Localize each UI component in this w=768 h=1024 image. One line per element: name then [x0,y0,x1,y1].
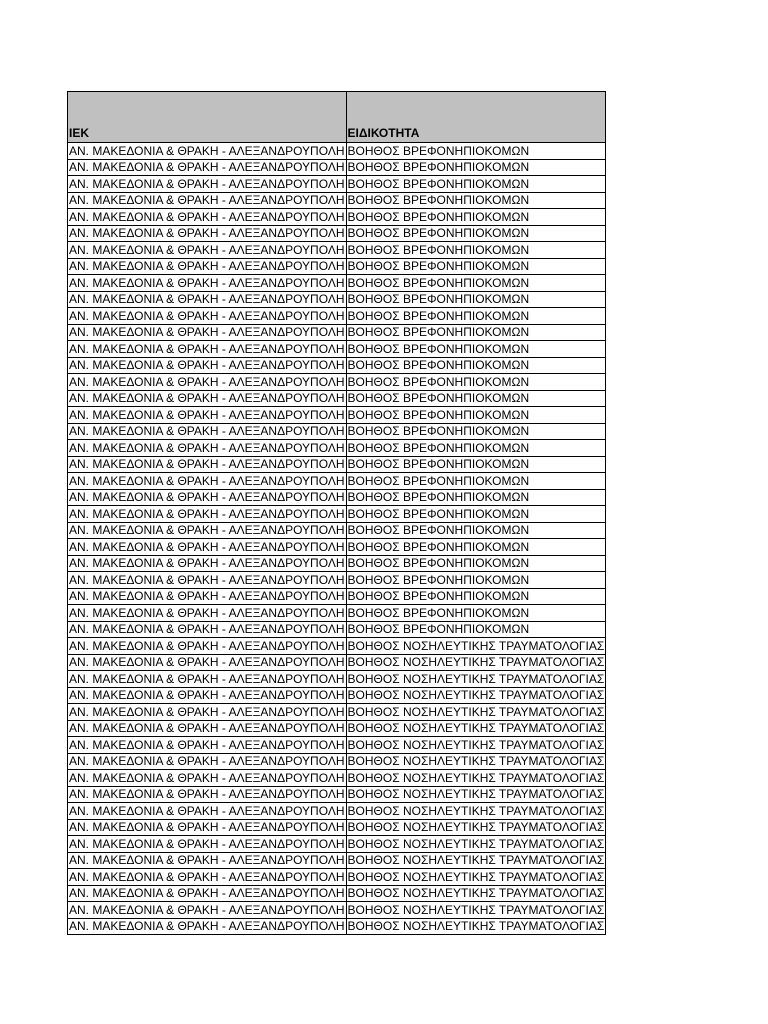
cell-eidikotita: ΒΟΗΘΟΣ ΝΟΣΗΛΕΥΤΙΚΗΣ ΤΡΑΥΜΑΤΟΛΟΓΙΑΣ [347,919,605,933]
cell-eidikotita: ΒΟΗΘΟΣ ΒΡΕΦΟΝΗΠΙΟΚΟΜΩΝ [346,308,606,325]
cell-eidikotita: ΒΟΗΘΟΣ ΒΡΕΦΟΝΗΠΙΟΚΟΜΩΝ [346,357,606,374]
cell-iek: ΑΝ. ΜΑΚΕΔΟΝΙΑ & ΘΡΑΚΗ - ΑΛΕΞΑΝΔΡΟΥΠΟΛΗ [69,655,345,669]
cell-eidikotita: ΒΟΗΘΟΣ ΝΟΣΗΛΕΥΤΙΚΗΣ ΤΡΑΥΜΑΤΟΛΟΓΙΑΣ [347,704,605,719]
cell-eidikotita: ΒΟΗΘΟΣ ΝΟΣΗΛΕΥΤΙΚΗΣ ΤΡΑΥΜΑΤΟΛΟΓΙΑΣ [347,655,605,669]
table-row [68,308,606,325]
table-row [68,522,606,539]
table-row [68,605,606,622]
table-row [68,242,606,259]
table-row [68,209,606,226]
header-row [68,92,606,143]
cell-iek: ΑΝ. ΜΑΚΕΔΟΝΙΑ & ΘΡΑΚΗ - ΑΛΕΞΑΝΔΡΟΥΠΟΛΗ [69,193,345,207]
cell-iek: ΑΝ. ΜΑΚΕΔΟΝΙΑ & ΘΡΑΚΗ - ΑΛΕΞΑΝΔΡΟΥΠΟΛΗ [69,275,345,290]
table-row [68,819,606,836]
cell-iek: ΑΝ. ΜΑΚΕΔΟΝΙΑ & ΘΡΑΚΗ - ΑΛΕΞΑΝΔΡΟΥΠΟΛΗ [69,853,345,867]
cell-eidikotita: ΒΟΗΘΟΣ ΒΡΕΦΟΝΗΠΙΟΚΟΜΩΝ [346,159,606,176]
table-row [68,357,606,374]
cell-eidikotita: ΒΟΗΘΟΣ ΝΟΣΗΛΕΥΤΙΚΗΣ ΤΡΑΥΜΑΤΟΛΟΓΙΑΣ [347,688,605,702]
table-row [68,671,606,688]
cell-iek: ΑΝ. ΜΑΚΕΔΟΝΙΑ & ΘΡΑΚΗ - ΑΛΕΞΑΝΔΡΟΥΠΟΛΗ [69,820,345,834]
cell-iek: ΑΝ. ΜΑΚΕΔΟΝΙΑ & ΘΡΑΚΗ - ΑΛΕΞΑΝΔΡΟΥΠΟΛΗ [69,787,345,801]
cell-iek: ΑΝ. ΜΑΚΕΔΟΝΙΑ & ΘΡΑΚΗ - ΑΛΕΞΑΝΔΡΟΥΠΟΛΗ [69,308,345,323]
header-eidikotita: ΕΙΔΙΚΟΤΗΤΑ [346,92,606,143]
cell-iek: ΑΝ. ΜΑΚΕΔΟΝΙΑ & ΘΡΑΚΗ - ΑΛΕΞΑΝΔΡΟΥΠΟΛΗ [69,770,345,785]
cell-iek: ΑΝ. ΜΑΚΕΔΟΝΙΑ & ΘΡΑΚΗ - ΑΛΕΞΑΝΔΡΟΥΠΟΛΗ [69,869,345,884]
cell-eidikotita: ΒΟΗΘΟΣ ΒΡΕΦΟΝΗΠΙΟΚΟΜΩΝ [346,275,606,292]
cell-eidikotita: ΒΟΗΘΟΣ ΒΡΕΦΟΝΗΠΙΟΚΟΜΩΝ [346,522,606,539]
cell-iek: ΑΝ. ΜΑΚΕΔΟΝΙΑ & ΘΡΑΚΗ - ΑΛΕΞΑΝΔΡΟΥΠΟΛΗ [69,407,345,422]
cell-eidikotita: ΒΟΗΘΟΣ ΒΡΕΦΟΝΗΠΙΟΚΟΜΩΝ [346,225,606,242]
cell-eidikotita: ΒΟΗΘΟΣ ΒΡΕΦΟΝΗΠΙΟΚΟΜΩΝ [346,473,606,490]
table-row [68,836,606,853]
cell-eidikotita: ΒΟΗΘΟΣ ΝΟΣΗΛΕΥΤΙΚΗΣ ΤΡΑΥΜΑΤΟΛΟΓΙΑΣ [347,836,605,851]
cell-eidikotita: ΒΟΗΘΟΣ ΒΡΕΦΟΝΗΠΙΟΚΟΜΩΝ [346,143,606,160]
cell-eidikotita: ΒΟΗΘΟΣ ΝΟΣΗΛΕΥΤΙΚΗΣ ΤΡΑΥΜΑΤΟΛΟΓΙΑΣ [347,754,605,768]
table-row [68,786,606,803]
cell-eidikotita: ΒΟΗΘΟΣ ΒΡΕΦΟΝΗΠΙΟΚΟΜΩΝ [346,324,606,341]
table-row [68,720,606,737]
cell-eidikotita: ΒΟΗΘΟΣ ΒΡΕΦΟΝΗΠΙΟΚΟΜΩΝ [346,555,606,572]
cell-eidikotita: ΒΟΗΘΟΣ ΝΟΣΗΛΕΥΤΙΚΗΣ ΤΡΑΥΜΑΤΟΛΟΓΙΑΣ [347,902,605,917]
table-row [68,275,606,292]
cell-eidikotita: ΒΟΗΘΟΣ ΝΟΣΗΛΕΥΤΙΚΗΣ ΤΡΑΥΜΑΤΟΛΟΓΙΑΣ [347,853,605,867]
cell-iek: ΑΝ. ΜΑΚΕΔΟΝΙΑ & ΘΡΑΚΗ - ΑΛΕΞΑΝΔΡΟΥΠΟΛΗ [69,160,345,174]
cell-iek: ΑΝ. ΜΑΚΕΔΟΝΙΑ & ΘΡΑΚΗ - ΑΛΕΞΑΝΔΡΟΥΠΟΛΗ [69,688,345,702]
cell-iek: ΑΝ. ΜΑΚΕΔΟΝΙΑ & ΘΡΑΚΗ - ΑΛΕΞΑΝΔΡΟΥΠΟΛΗ [69,886,345,900]
table-row [68,902,606,919]
cell-iek: ΑΝ. ΜΑΚΕΔΟΝΙΑ & ΘΡΑΚΗ - ΑΛΕΞΑΝΔΡΟΥΠΟΛΗ [69,374,345,389]
spreadsheet-table [67,91,606,935]
cell-eidikotita: ΒΟΗΘΟΣ ΒΡΕΦΟΝΗΠΙΟΚΟΜΩΝ [346,341,606,358]
table-row [68,390,606,407]
table-row [68,473,606,490]
cell-iek: ΑΝ. ΜΑΚΕΔΟΝΙΑ & ΘΡΑΚΗ - ΑΛΕΞΑΝΔΡΟΥΠΟΛΗ [69,754,345,768]
cell-iek: ΑΝ. ΜΑΚΕΔΟΝΙΑ & ΘΡΑΚΗ - ΑΛΕΞΑΝΔΡΟΥΠΟΛΗ [69,506,345,521]
cell-eidikotita: ΒΟΗΘΟΣ ΒΡΕΦΟΝΗΠΙΟΚΟΜΩΝ [346,176,606,193]
table-body [68,143,606,935]
cell-eidikotita: ΒΟΗΘΟΣ ΝΟΣΗΛΕΥΤΙΚΗΣ ΤΡΑΥΜΑΤΟΛΟΓΙΑΣ [347,721,605,735]
table-row [68,225,606,242]
cell-iek: ΑΝ. ΜΑΚΕΔΟΝΙΑ & ΘΡΑΚΗ - ΑΛΕΞΑΝΔΡΟΥΠΟΛΗ [69,836,345,851]
cell-iek: ΑΝ. ΜΑΚΕΔΟΝΙΑ & ΘΡΑΚΗ - ΑΛΕΞΑΝΔΡΟΥΠΟΛΗ [69,919,345,933]
cell-iek: ΑΝ. ΜΑΚΕΔΟΝΙΑ & ΘΡΑΚΗ - ΑΛΕΞΑΝΔΡΟΥΠΟΛΗ [69,490,345,504]
table-row [68,588,606,605]
cell-iek: ΑΝ. ΜΑΚΕΔΟΝΙΑ & ΘΡΑΚΗ - ΑΛΕΞΑΝΔΡΟΥΠΟΛΗ [69,902,345,917]
cell-eidikotita: ΒΟΗΘΟΣ ΒΡΕΦΟΝΗΠΙΟΚΟΜΩΝ [346,440,606,457]
table-row [68,737,606,754]
cell-iek: ΑΝ. ΜΑΚΕΔΟΝΙΑ & ΘΡΑΚΗ - ΑΛΕΞΑΝΔΡΟΥΠΟΛΗ [69,226,345,240]
table-row [68,753,606,770]
table-row [68,291,606,308]
table-row [68,852,606,869]
cell-iek: ΑΝ. ΜΑΚΕΔΟΝΙΑ & ΘΡΑΚΗ - ΑΛΕΞΑΝΔΡΟΥΠΟΛΗ [69,605,345,620]
table-row [68,192,606,209]
cell-iek: ΑΝ. ΜΑΚΕΔΟΝΙΑ & ΘΡΑΚΗ - ΑΛΕΞΑΝΔΡΟΥΠΟΛΗ [69,638,345,653]
table-row [68,869,606,886]
cell-eidikotita: ΒΟΗΘΟΣ ΒΡΕΦΟΝΗΠΙΟΚΟΜΩΝ [346,423,606,440]
table-row [68,440,606,457]
cell-iek: ΑΝ. ΜΑΚΕΔΟΝΙΑ & ΘΡΑΚΗ - ΑΛΕΞΑΝΔΡΟΥΠΟΛΗ [69,572,345,587]
cell-iek: ΑΝ. ΜΑΚΕΔΟΝΙΑ & ΘΡΑΚΗ - ΑΛΕΞΑΝΔΡΟΥΠΟΛΗ [69,292,345,306]
table-row [68,258,606,275]
cell-eidikotita: ΒΟΗΘΟΣ ΝΟΣΗΛΕΥΤΙΚΗΣ ΤΡΑΥΜΑΤΟΛΟΓΙΑΣ [347,638,605,653]
cell-iek: ΑΝ. ΜΑΚΕΔΟΝΙΑ & ΘΡΑΚΗ - ΑΛΕΞΑΝΔΡΟΥΠΟΛΗ [69,209,345,224]
cell-eidikotita: ΒΟΗΘΟΣ ΒΡΕΦΟΝΗΠΙΟΚΟΜΩΝ [346,489,606,506]
cell-eidikotita: ΒΟΗΘΟΣ ΒΡΕΦΟΝΗΠΙΟΚΟΜΩΝ [346,621,606,638]
cell-eidikotita: ΒΟΗΘΟΣ ΒΡΕΦΟΝΗΠΙΟΚΟΜΩΝ [346,390,606,407]
cell-eidikotita: ΒΟΗΘΟΣ ΒΡΕΦΟΝΗΠΙΟΚΟΜΩΝ [346,258,606,275]
table-row [68,341,606,358]
table-row [68,621,606,638]
cell-eidikotita: ΒΟΗΘΟΣ ΒΡΕΦΟΝΗΠΙΟΚΟΜΩΝ [346,374,606,391]
cell-iek: ΑΝ. ΜΑΚΕΔΟΝΙΑ & ΘΡΑΚΗ - ΑΛΕΞΑΝΔΡΟΥΠΟΛΗ [69,539,345,554]
cell-eidikotita: ΒΟΗΘΟΣ ΒΡΕΦΟΝΗΠΙΟΚΟΜΩΝ [346,456,606,473]
table-row [68,423,606,440]
cell-iek: ΑΝ. ΜΑΚΕΔΟΝΙΑ & ΘΡΑΚΗ - ΑΛΕΞΑΝΔΡΟΥΠΟΛΗ [69,473,345,488]
table-row [68,324,606,341]
table-row [68,374,606,391]
cell-iek: ΑΝ. ΜΑΚΕΔΟΝΙΑ & ΘΡΑΚΗ - ΑΛΕΞΑΝΔΡΟΥΠΟΛΗ [69,440,345,455]
cell-eidikotita: ΒΟΗΘΟΣ ΒΡΕΦΟΝΗΠΙΟΚΟΜΩΝ [346,407,606,424]
cell-iek: ΑΝ. ΜΑΚΕΔΟΝΙΑ & ΘΡΑΚΗ - ΑΛΕΞΑΝΔΡΟΥΠΟΛΗ [69,424,345,438]
cell-eidikotita: ΒΟΗΘΟΣ ΝΟΣΗΛΕΥΤΙΚΗΣ ΤΡΑΥΜΑΤΟΛΟΓΙΑΣ [347,820,605,834]
cell-eidikotita: ΒΟΗΘΟΣ ΒΡΕΦΟΝΗΠΙΟΚΟΜΩΝ [346,192,606,209]
table-row [68,539,606,556]
cell-eidikotita: ΒΟΗΘΟΣ ΒΡΕΦΟΝΗΠΙΟΚΟΜΩΝ [346,506,606,523]
cell-iek: ΑΝ. ΜΑΚΕΔΟΝΙΑ & ΘΡΑΚΗ - ΑΛΕΞΑΝΔΡΟΥΠΟΛΗ [69,737,345,752]
cell-iek: ΑΝ. ΜΑΚΕΔΟΝΙΑ & ΘΡΑΚΗ - ΑΛΕΞΑΝΔΡΟΥΠΟΛΗ [69,622,345,636]
table-row [68,687,606,704]
cell-eidikotita: ΒΟΗΘΟΣ ΝΟΣΗΛΕΥΤΙΚΗΣ ΤΡΑΥΜΑΤΟΛΟΓΙΑΣ [347,770,605,785]
cell-eidikotita: ΒΟΗΘΟΣ ΝΟΣΗΛΕΥΤΙΚΗΣ ΤΡΑΥΜΑΤΟΛΟΓΙΑΣ [347,737,605,752]
cell-eidikotita: ΒΟΗΘΟΣ ΒΡΕΦΟΝΗΠΙΟΚΟΜΩΝ [346,572,606,589]
table-row [68,704,606,721]
table-row [68,176,606,193]
cell-eidikotita: ΒΟΗΘΟΣ ΒΡΕΦΟΝΗΠΙΟΚΟΜΩΝ [346,291,606,308]
cell-iek: ΑΝ. ΜΑΚΕΔΟΝΙΑ & ΘΡΑΚΗ - ΑΛΕΞΑΝΔΡΟΥΠΟΛΗ [69,589,345,603]
cell-iek: ΑΝ. ΜΑΚΕΔΟΝΙΑ & ΘΡΑΚΗ - ΑΛΕΞΑΝΔΡΟΥΠΟΛΗ [69,391,345,405]
cell-eidikotita: ΒΟΗΘΟΣ ΝΟΣΗΛΕΥΤΙΚΗΣ ΤΡΑΥΜΑΤΟΛΟΓΙΑΣ [347,671,605,686]
table-row [68,456,606,473]
table-row [68,638,606,655]
cell-iek: ΑΝ. ΜΑΚΕΔΟΝΙΑ & ΘΡΑΚΗ - ΑΛΕΞΑΝΔΡΟΥΠΟΛΗ [69,704,345,719]
cell-iek: ΑΝ. ΜΑΚΕΔΟΝΙΑ & ΘΡΑΚΗ - ΑΛΕΞΑΝΔΡΟΥΠΟΛΗ [69,803,345,818]
cell-eidikotita: ΒΟΗΘΟΣ ΒΡΕΦΟΝΗΠΙΟΚΟΜΩΝ [346,539,606,556]
table-row [68,885,606,902]
table-row [68,572,606,589]
cell-iek: ΑΝ. ΜΑΚΕΔΟΝΙΑ & ΘΡΑΚΗ - ΑΛΕΞΑΝΔΡΟΥΠΟΛΗ [69,523,345,537]
cell-iek: ΑΝ. ΜΑΚΕΔΟΝΙΑ & ΘΡΑΚΗ - ΑΛΕΞΑΝΔΡΟΥΠΟΛΗ [69,341,345,356]
table-row [68,654,606,671]
cell-iek: ΑΝ. ΜΑΚΕΔΟΝΙΑ & ΘΡΑΚΗ - ΑΛΕΞΑΝΔΡΟΥΠΟΛΗ [69,556,345,570]
cell-eidikotita: ΒΟΗΘΟΣ ΝΟΣΗΛΕΥΤΙΚΗΣ ΤΡΑΥΜΑΤΟΛΟΓΙΑΣ [347,869,605,884]
cell-eidikotita: ΒΟΗΘΟΣ ΝΟΣΗΛΕΥΤΙΚΗΣ ΤΡΑΥΜΑΤΟΛΟΓΙΑΣ [347,787,605,801]
table-row [68,143,606,160]
table-row [68,159,606,176]
cell-iek: ΑΝ. ΜΑΚΕΔΟΝΙΑ & ΘΡΑΚΗ - ΑΛΕΞΑΝΔΡΟΥΠΟΛΗ [69,242,345,257]
table-row [68,555,606,572]
cell-iek: ΑΝ. ΜΑΚΕΔΟΝΙΑ & ΘΡΑΚΗ - ΑΛΕΞΑΝΔΡΟΥΠΟΛΗ [69,325,345,339]
cell-iek: ΑΝ. ΜΑΚΕΔΟΝΙΑ & ΘΡΑΚΗ - ΑΛΕΞΑΝΔΡΟΥΠΟΛΗ [69,721,345,735]
cell-iek: ΑΝ. ΜΑΚΕΔΟΝΙΑ & ΘΡΑΚΗ - ΑΛΕΞΑΝΔΡΟΥΠΟΛΗ [69,457,345,471]
cell-eidikotita: ΒΟΗΘΟΣ ΒΡΕΦΟΝΗΠΙΟΚΟΜΩΝ [346,242,606,259]
table-row [68,489,606,506]
table-row [68,770,606,787]
cell-iek: ΑΝ. ΜΑΚΕΔΟΝΙΑ & ΘΡΑΚΗ - ΑΛΕΞΑΝΔΡΟΥΠΟΛΗ [69,176,345,191]
cell-iek: ΑΝ. ΜΑΚΕΔΟΝΙΑ & ΘΡΑΚΗ - ΑΛΕΞΑΝΔΡΟΥΠΟΛΗ [69,358,345,372]
cell-eidikotita: ΒΟΗΘΟΣ ΝΟΣΗΛΕΥΤΙΚΗΣ ΤΡΑΥΜΑΤΟΛΟΓΙΑΣ [347,803,605,818]
table-row [68,918,606,935]
cell-eidikotita: ΒΟΗΘΟΣ ΒΡΕΦΟΝΗΠΙΟΚΟΜΩΝ [346,209,606,226]
table-row [68,407,606,424]
cell-eidikotita: ΒΟΗΘΟΣ ΒΡΕΦΟΝΗΠΙΟΚΟΜΩΝ [346,588,606,605]
table-row [68,803,606,820]
cell-iek: ΑΝ. ΜΑΚΕΔΟΝΙΑ & ΘΡΑΚΗ - ΑΛΕΞΑΝΔΡΟΥΠΟΛΗ [69,143,345,158]
header-iek: ΙΕΚ [68,92,347,143]
cell-eidikotita: ΒΟΗΘΟΣ ΝΟΣΗΛΕΥΤΙΚΗΣ ΤΡΑΥΜΑΤΟΛΟΓΙΑΣ [347,886,605,900]
table-row [68,506,606,523]
cell-iek: ΑΝ. ΜΑΚΕΔΟΝΙΑ & ΘΡΑΚΗ - ΑΛΕΞΑΝΔΡΟΥΠΟΛΗ [69,259,345,273]
cell-iek: ΑΝ. ΜΑΚΕΔΟΝΙΑ & ΘΡΑΚΗ - ΑΛΕΞΑΝΔΡΟΥΠΟΛΗ [69,671,345,686]
cell-eidikotita: ΒΟΗΘΟΣ ΒΡΕΦΟΝΗΠΙΟΚΟΜΩΝ [346,605,606,622]
